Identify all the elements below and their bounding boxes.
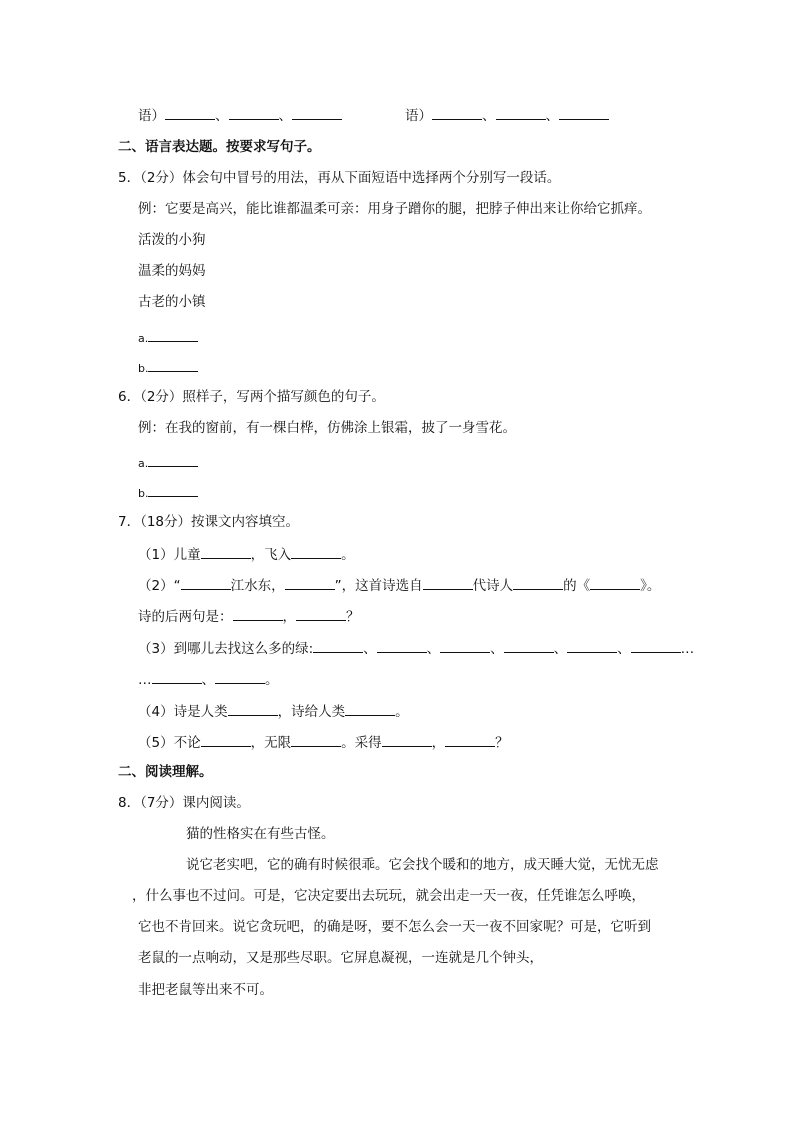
answer-b-row bbox=[138, 356, 198, 379]
text-fragment: 。 bbox=[265, 672, 279, 688]
answer-a-row bbox=[138, 451, 198, 474]
text-fragment: ， bbox=[431, 735, 446, 751]
answer-blank[interactable] bbox=[291, 543, 341, 559]
question-5-stem: 5．（2分）体会句中冒号的用法，再从下面短语中选择两个分别写一段话。 bbox=[118, 170, 561, 186]
text-fragment: … bbox=[138, 672, 152, 688]
separator: 、 bbox=[617, 641, 631, 657]
text-fragment: （3）到哪儿去找这么多的绿: bbox=[138, 641, 314, 657]
answer-blank[interactable] bbox=[148, 481, 198, 497]
q7-item-3-cont bbox=[138, 668, 279, 690]
answer-a-row bbox=[138, 326, 198, 349]
text-fragment: （1）儿童 bbox=[138, 547, 201, 563]
text-fragment: ”，这首诗选自 bbox=[334, 578, 423, 594]
answer-blank[interactable] bbox=[201, 543, 251, 559]
passage-line: 它也不肯回来。说它贪玩吧，的确是呀，要不怎么会一天一夜不回家呢？可是，它听到 bbox=[138, 919, 651, 935]
text-fragment: 诗的后两句是： bbox=[138, 609, 233, 625]
separator: 、 bbox=[553, 641, 568, 657]
answer-blank[interactable] bbox=[590, 574, 640, 590]
section-title: 二、语言表达题。按要求写句子。 bbox=[118, 139, 321, 155]
phrase-item: 温柔的妈妈 bbox=[138, 263, 206, 279]
answer-blank[interactable] bbox=[423, 574, 473, 590]
question-5-example: 例：它要是高兴，能比谁都温柔可亲：用身子蹭你的腿，把脖子伸出来让你给它抓痒。 bbox=[138, 201, 651, 217]
answer-blank[interactable] bbox=[445, 731, 495, 747]
answer-blank[interactable] bbox=[228, 700, 278, 716]
phrase-item: 活泼的小狗 bbox=[138, 232, 206, 248]
q7-item-4 bbox=[138, 700, 409, 722]
q7-item-5 bbox=[138, 731, 509, 753]
text-fragment: 。 bbox=[341, 547, 355, 563]
answer-blank[interactable] bbox=[513, 574, 563, 590]
answer-blank[interactable] bbox=[292, 104, 342, 120]
answer-blank[interactable] bbox=[631, 637, 681, 653]
text-fragment: ， bbox=[282, 609, 296, 625]
separator: 、 bbox=[426, 641, 441, 657]
answer-blank[interactable] bbox=[148, 326, 198, 342]
answer-blank[interactable] bbox=[313, 637, 363, 653]
text-fragment: ？ bbox=[346, 609, 360, 625]
answer-blank[interactable] bbox=[432, 104, 482, 120]
answer-a-label: a. bbox=[138, 457, 149, 470]
answer-b-row bbox=[138, 481, 198, 504]
question-7-stem: 7．（18分）按课文内容填空。 bbox=[118, 514, 300, 530]
separator: 、 bbox=[490, 641, 504, 657]
answer-blank[interactable] bbox=[345, 700, 395, 716]
answer-blank[interactable] bbox=[567, 637, 617, 653]
question-6-stem: 6．（2分）照样子，写两个描写颜色的句子。 bbox=[118, 389, 385, 405]
separator: 、 bbox=[482, 108, 496, 124]
passage-line: 老鼠的一点响动，又是那些尽职。它屏息凝视，一连就是几个钟头， bbox=[138, 950, 543, 966]
text-fragment: 江水东， bbox=[230, 578, 285, 594]
separator: 、 bbox=[278, 108, 292, 124]
answer-blank[interactable] bbox=[229, 104, 279, 120]
top-left-prefix: 语） bbox=[138, 108, 165, 124]
q7-item-2 bbox=[138, 574, 660, 596]
top-fill-row-right bbox=[405, 104, 609, 126]
passage-line: ，什么事也不过问。可是，它决定要出去玩玩，就会出走一天一夜，任凭谁怎么呼唤， bbox=[132, 888, 645, 904]
separator: 、 bbox=[545, 108, 559, 124]
text-fragment: ？ bbox=[495, 735, 509, 751]
answer-blank[interactable] bbox=[215, 668, 265, 684]
answer-blank[interactable] bbox=[181, 574, 231, 590]
text-fragment: 代诗人 bbox=[472, 578, 514, 594]
answer-blank[interactable] bbox=[559, 104, 609, 120]
question-8-stem: 8．（7分）课内阅读。 bbox=[118, 795, 250, 811]
text-fragment: ，诗给人类 bbox=[277, 704, 346, 720]
separator: 、 bbox=[363, 641, 377, 657]
passage-title: 猫的性格实在有些古怪。 bbox=[186, 826, 335, 842]
answer-blank[interactable] bbox=[165, 104, 215, 120]
answer-a-label: a. bbox=[138, 332, 149, 345]
text-fragment: 》。 bbox=[640, 578, 661, 594]
section-title: 二、阅读理解。 bbox=[118, 764, 213, 780]
answer-blank[interactable] bbox=[296, 605, 346, 621]
answer-blank[interactable] bbox=[382, 731, 432, 747]
passage-line: 说它老实吧，它的确有时候很乖。它会找个暖和的地方，成天睡大觉，无忧无虑 bbox=[186, 857, 659, 873]
answer-blank[interactable] bbox=[201, 731, 251, 747]
answer-blank[interactable] bbox=[377, 637, 427, 653]
question-6-example: 例：在我的窗前，有一棵白桦，仿佛涂上银霜，披了一身雪花。 bbox=[138, 420, 516, 436]
answer-blank[interactable] bbox=[148, 356, 198, 372]
text-fragment: （2）“ bbox=[138, 578, 181, 594]
q7-item-2-cont bbox=[138, 605, 360, 627]
answer-blank[interactable] bbox=[291, 731, 341, 747]
answer-b-label: b. bbox=[138, 487, 149, 500]
answer-blank[interactable] bbox=[440, 637, 490, 653]
answer-blank[interactable] bbox=[504, 637, 554, 653]
text-fragment: … bbox=[680, 641, 695, 657]
answer-blank[interactable] bbox=[285, 574, 335, 590]
text-fragment: 。采得 bbox=[341, 735, 382, 751]
separator: 、 bbox=[201, 672, 215, 688]
top-fill-row bbox=[138, 104, 342, 126]
answer-blank[interactable] bbox=[152, 668, 202, 684]
text-fragment: 的《 bbox=[563, 578, 591, 594]
text-fragment: （5）不论 bbox=[138, 735, 201, 751]
answer-b-label: b. bbox=[138, 362, 149, 375]
text-fragment: ，无限 bbox=[250, 735, 292, 751]
answer-blank[interactable] bbox=[233, 605, 283, 621]
separator: 、 bbox=[215, 108, 229, 124]
q7-item-3 bbox=[138, 637, 694, 659]
answer-blank[interactable] bbox=[148, 451, 198, 467]
passage-line: 非把老鼠等出来不可。 bbox=[138, 982, 273, 998]
text-fragment: ，飞入 bbox=[250, 547, 292, 563]
text-fragment: （4）诗是人类 bbox=[138, 704, 228, 720]
text-fragment: 。 bbox=[395, 704, 409, 720]
answer-blank[interactable] bbox=[496, 104, 546, 120]
top-right-prefix: 语） bbox=[405, 108, 432, 124]
q7-item-1 bbox=[138, 543, 355, 565]
phrase-item: 古老的小镇 bbox=[138, 294, 206, 310]
